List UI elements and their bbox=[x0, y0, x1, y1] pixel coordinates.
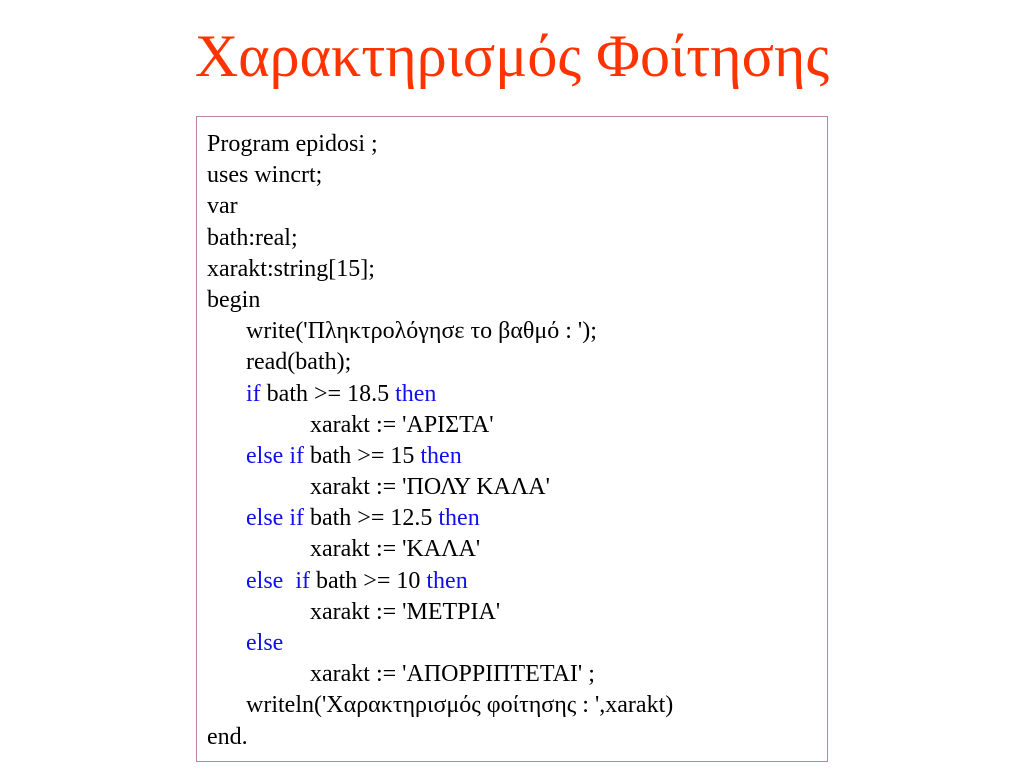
code-text: read(bath); bbox=[246, 349, 352, 376]
code-text: end. bbox=[207, 723, 248, 750]
code-text: xarakt:string[15]; bbox=[207, 255, 375, 282]
code-line bbox=[207, 659, 827, 690]
code-keyword: then bbox=[395, 380, 437, 407]
code-text: xarakt := 'ΜΕΤΡΙΑ' bbox=[310, 598, 501, 625]
code-line bbox=[207, 347, 827, 378]
code-text: xarakt := 'ΑΡΙΣΤΑ' bbox=[310, 411, 494, 438]
code-line bbox=[207, 722, 827, 753]
code-keyword: else bbox=[246, 630, 284, 656]
code-text: uses wincrt; bbox=[207, 162, 323, 189]
code-text: bath:real; bbox=[207, 224, 298, 251]
code-line bbox=[207, 254, 827, 285]
code-line bbox=[207, 503, 827, 534]
code-line bbox=[207, 129, 827, 160]
code-text: bath >= 15 bbox=[303, 442, 421, 469]
code-line bbox=[207, 441, 827, 472]
code-keyword: then bbox=[438, 505, 480, 532]
code-box bbox=[196, 116, 828, 762]
code-text: Program epidosi ; bbox=[207, 131, 378, 157]
code-line bbox=[207, 316, 827, 347]
code-keyword: else if bbox=[246, 505, 304, 532]
code-text: bath >= 12.5 bbox=[303, 505, 439, 532]
slide-title: Χαρακτηρισμός Φοίτησης bbox=[194, 23, 830, 89]
code-line bbox=[207, 690, 827, 721]
code-line bbox=[207, 410, 827, 441]
code-text: xarakt := 'ΚΑΛΑ' bbox=[310, 536, 481, 563]
code-line bbox=[207, 628, 827, 659]
code-line bbox=[207, 285, 827, 316]
code-text: writeln('Χαρακτηρισμός φοίτησης : ',xarakt) bbox=[246, 692, 674, 719]
code-line bbox=[207, 472, 827, 503]
code-line bbox=[207, 191, 827, 222]
code-keyword: else if bbox=[246, 442, 304, 469]
code-line bbox=[207, 160, 827, 191]
code-text: bath >= 18.5 bbox=[260, 380, 396, 407]
code-line bbox=[207, 597, 827, 628]
code-text: xarakt := 'ΑΠΟΡΡΙΠΤΕΤΑΙ' ; bbox=[310, 661, 595, 688]
code-text: var bbox=[207, 193, 238, 220]
code-line bbox=[207, 223, 827, 254]
code-text: begin bbox=[207, 286, 261, 313]
code-line bbox=[207, 379, 827, 410]
code-line bbox=[207, 534, 827, 565]
code-text: xarakt := 'ΠΟΛΥ ΚΑΛΑ' bbox=[310, 474, 550, 501]
code-keyword: else if bbox=[246, 567, 310, 594]
code-text: bath >= 10 bbox=[309, 567, 427, 594]
code-keyword: then bbox=[420, 442, 462, 469]
code-line bbox=[207, 566, 827, 597]
code-keyword: if bbox=[246, 380, 261, 407]
code-text: write('Πληκτρολόγησε το βαθμό : '); bbox=[246, 318, 597, 345]
code-keyword: then bbox=[426, 567, 468, 594]
code-listing bbox=[207, 129, 827, 753]
